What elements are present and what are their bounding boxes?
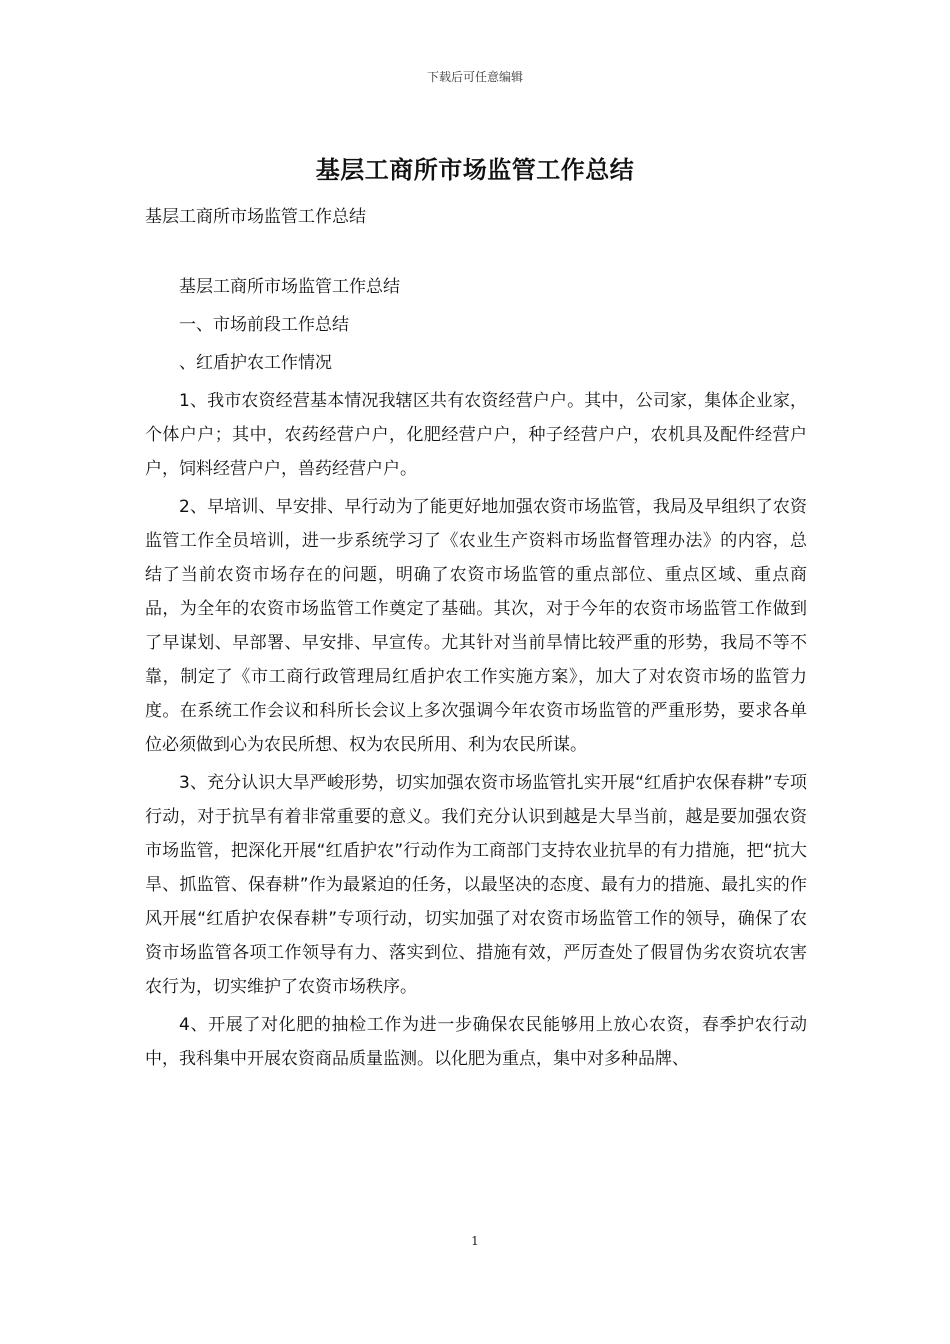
document-subtitle: 基层工商所市场监管工作总结 [145,207,366,227]
paragraph-item-2: 2、早培训、早安排、早行动为了能更好地加强农资市场监管，我局及早组织了农资监管工作全员培训，进一步系统学习了《农业生产资料市场监督管理办法》的内容，总结了当前农资市场存在的问题，明确了农资市场监管的重点部位、重点区域、重点商品，为全年的农资市场监管工作奠定了基础。其次，对于今年的农资市场监管工作做到了早谋划、早部署、早安排、早宣传。尤其针对当前旱情比较严重的形势，我局不等不靠，制定了《市工商行政管理局红盾护农工作实施方案》，加大了对农资市场的监管力度。在系统工作会议和科所长会议上多次强调今年农资市场监管的严重形势，要求各单位必须做到心为农民所想、权为农民所用、利为农民所谋。 [145,497,807,755]
page-number: 1 [471,1234,479,1248]
paragraph-item-4: 4、开展了对化肥的抽检工作为进一步确保农民能够用上放心农资，春季护农行动中，我科集中开展农资商品质量监测。以化肥为重点，集中对多种品牌、 [145,1015,807,1069]
paragraph-section-one: 一、市场前段工作总结 [179,315,349,335]
paragraph-heading: 基层工商所市场监管工作总结 [179,277,400,297]
paragraph-section-subheading: 、红盾护农工作情况 [179,353,332,373]
document-title: 基层工商所市场监管工作总结 [315,156,635,184]
header-note: 下载后可任意编辑 [426,70,523,84]
paragraph-item-3: 3、充分认识大旱严峻形势，切实加强农资市场监管扎实开展“红盾护农保春耕”专项行动，对于抗旱有着非常重要的意义。我们充分认识到越是大旱当前，越是要加强农资市场监管，把深化开展“红盾护农”行动作为工商部门支持农业抗旱的有力措施，把“抗大旱、抓监管、保春耕”作为最紧迫的任务，以最坚决的态度、最有力的措施、最扎实的作风开展“红盾护农保春耕”专项行动，切实加强了对农资市场监管工作的领导，确保了农资市场监管各项工作领导有力、落实到位、措施有效，严厉查处了假冒伪劣农资坑农害农行为，切实维护了农资市场秩序。 [145,773,807,997]
paragraph-item-1: 1、我市农资经营基本情况我辖区共有农资经营户户。其中，公司家，集体企业家，个体户户；其中，农药经营户户，化肥经营户户，种子经营户户，农机具及配件经营户户，饲料经营户户，兽药经营户户。 [145,391,807,479]
document-body [145,270,807,1076]
